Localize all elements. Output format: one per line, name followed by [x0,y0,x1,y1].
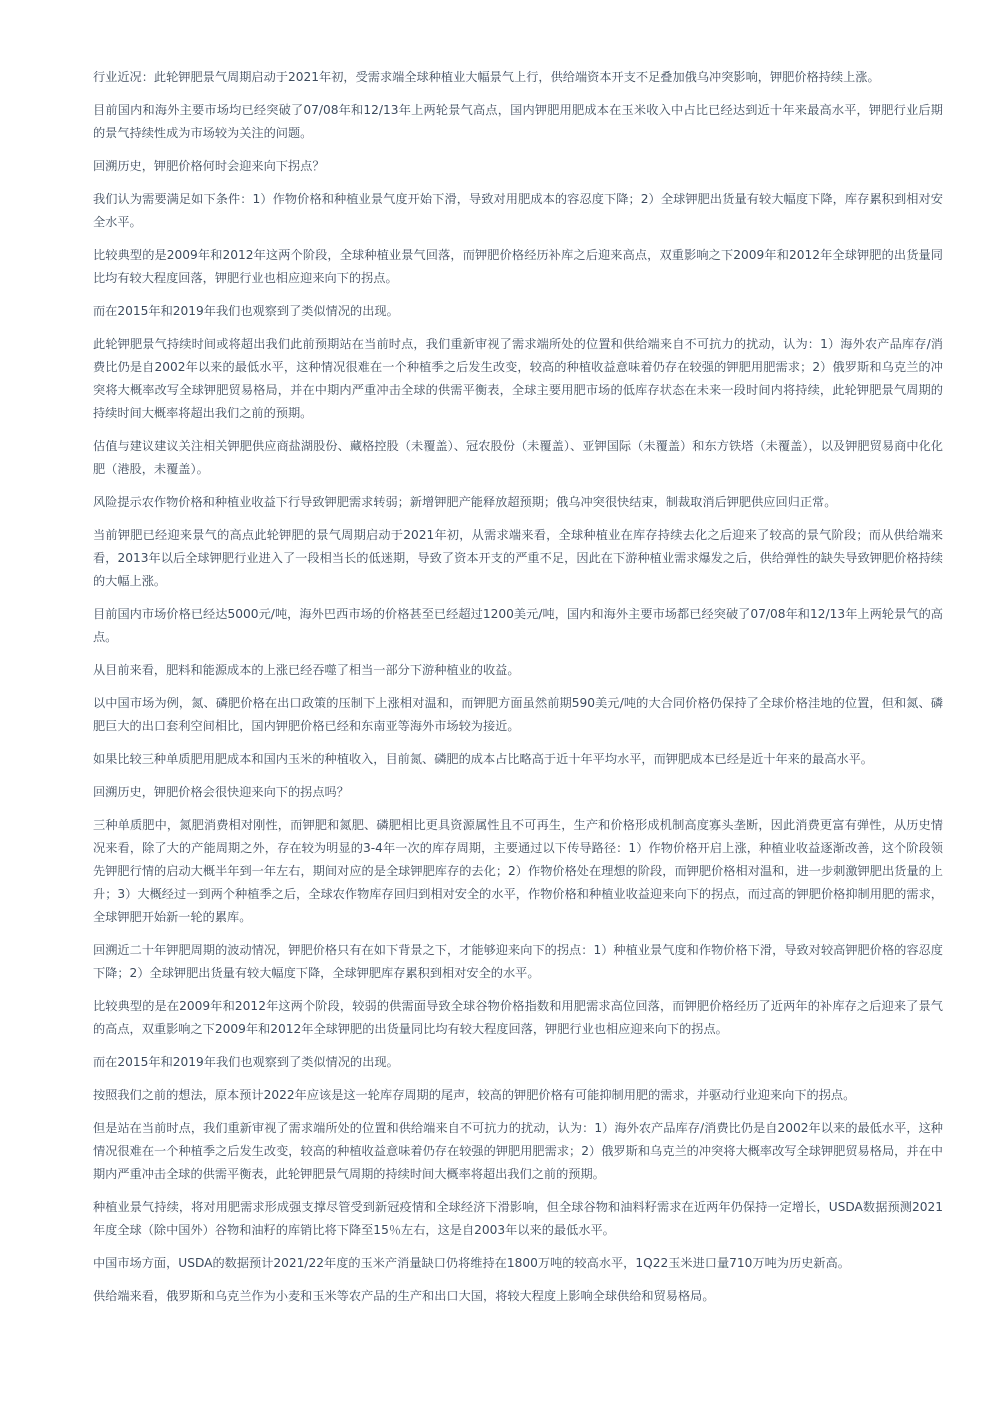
paragraph: 回溯历史，钾肥价格会很快迎来向下的拐点吗？ [93,785,349,799]
paragraph: 但是站在当前时点，我们重新审视了需求端所处的位置和供给端来自不可抗力的扰动，认为：1）海外农产品库存/消费比仍是自2002年以来的最低水平，这种情况很难在一个种植季之后发生改变，较高的种植收益意味着仍存在较强的钾肥用肥需求；2）俄罗斯和乌克兰的冲突将大概率改写全球钾肥贸易格局，并在中期内严重冲击全球的供需平衡表，此轮钾肥景气周期的持续时间大概率将超出我们之前的预期。 [93,1121,943,1181]
paragraph: 比较典型的是2009年和2012年这两个阶段，全球种植业景气回落，而钾肥价格经历补库之后迎来高点，双重影响之下2009年和2012年全球钾肥的出货量同比均有较大程度回落，钾肥行业也相应迎来向下的拐点。 [93,248,943,285]
paragraph: 此轮钾肥景气持续时间或将超出我们此前预期站在当前时点，我们重新审视了需求端所处的位置和供给端来自不可抗力的扰动，认为：1）海外农产品库存/消费比仍是自2002年以来的最低水平，这种情况很难在一个种植季之后发生改变，较高的种植收益意味着仍存在较强的钾肥用肥需求；2）俄罗斯和乌克兰的冲突将大概率改写全球钾肥贸易格局，并在中期内严重冲击全球的供需平衡表，全球主要用肥市场的低库存状态在未来一段时间内将持续，此轮钾肥景气周期的持续时间大概率将超出我们之前的预期。 [93,337,943,420]
paragraph: 行业近况：此轮钾肥景气周期启动于2021年初，受需求端全球种植业大幅景气上行，供给端资本开支不足叠加俄乌冲突影响，钾肥价格持续上涨。 [93,70,880,84]
paragraph: 以中国市场为例，氮、磷肥价格在出口政策的压制下上涨相对温和，而钾肥方面虽然前期590美元/吨的大合同价格仍保持了全球价格洼地的位置，但和氮、磷肥巨大的出口套利空间相比，国内钾肥价格已经和东南亚等海外市场较为接近。 [93,696,943,733]
paragraph: 回溯近二十年钾肥周期的波动情况，钾肥价格只有在如下背景之下，才能够迎来向下的拐点：1）种植业景气度和作物价格下滑，导致对较高钾肥价格的容忍度下降；2）全球钾肥出货量有较大幅度下降，全球钾肥库存累积到相对安全的水平。 [93,943,943,980]
article-body [93,66,943,1318]
paragraph: 如果比较三种单质肥用肥成本和国内玉米的种植收入，目前氮、磷肥的成本占比略高于近十年平均水平，而钾肥成本已经是近十年来的最高水平。 [93,752,873,766]
paragraph: 而在2015年和2019年我们也观察到了类似情况的出现。 [93,1055,399,1069]
paragraph: 目前国内市场价格已经达5000元/吨，海外巴西市场的价格甚至已经超过1200美元/吨，国内和海外主要市场都已经突破了07/08年和12/13年上两轮景气的高点。 [93,607,943,644]
paragraph: 而在2015年和2019年我们也观察到了类似情况的出现。 [93,304,399,318]
paragraph: 估值与建议建议关注相关钾肥供应商盐湖股份、藏格控股（未覆盖）、冠农股份（未覆盖）、亚钾国际（未覆盖）和东方铁塔（未覆盖），以及钾肥贸易商中化化肥（港股，未覆盖）。 [93,439,943,476]
paragraph: 比较典型的是在2009年和2012年这两个阶段，较弱的供需面导致全球谷物价格指数和用肥需求高位回落，而钾肥价格经历了近两年的补库存之后迎来了景气的高点，双重影响之下2009年和2012年全球钾肥的出货量同比均有较大程度回落，钾肥行业也相应迎来向下的拐点。 [93,999,943,1036]
paragraph: 当前钾肥已经迎来景气的高点此轮钾肥的景气周期启动于2021年初，从需求端来看，全球种植业在库存持续去化之后迎来了较高的景气阶段；而从供给端来看，2013年以后全球钾肥行业进入了一段相当长的低迷期，导致了资本开支的严重不足，因此在下游种植业需求爆发之后，供给弹性的缺失导致钾肥价格持续的大幅上涨。 [93,528,943,588]
paragraph: 种植业景气持续，将对用肥需求形成强支撑尽管受到新冠疫情和全球经济下滑影响，但全球谷物和油料籽需求在近两年仍保持一定增长，USDA数据预测2021年度全球（除中国外）谷物和油籽的库销比将下降至15％左右，这是自2003年以来的最低水平。 [93,1200,943,1237]
paragraph: 风险提示农作物价格和种植业收益下行导致钾肥需求转弱；新增钾肥产能释放超预期；俄乌冲突很快结束，制裁取消后钾肥供应回归正常。 [93,495,837,509]
paragraph: 从目前来看，肥料和能源成本的上涨已经吞噬了相当一部分下游种植业的收益。 [93,663,520,677]
paragraph: 按照我们之前的想法，原本预计2022年应该是这一轮库存周期的尾声，较高的钾肥价格有可能抑制用肥的需求，并驱动行业迎来向下的拐点。 [93,1088,856,1102]
paragraph: 供给端来看，俄罗斯和乌克兰作为小麦和玉米等农产品的生产和出口大国，将较大程度上影响全球供给和贸易格局。 [93,1289,715,1303]
paragraph: 回溯历史，钾肥价格何时会迎来向下拐点？ [93,159,325,173]
paragraph: 三种单质肥中，氮肥消费相对刚性，而钾肥和氮肥、磷肥相比更具资源属性且不可再生，生产和价格形成机制高度寡头垄断，因此消费更富有弹性，从历史情况来看，除了大的产能周期之外，存在较为明显的3-4年一次的库存周期，主要通过以下传导路径：1）作物价格开启上涨，种植业收益逐渐改善，这个阶段领先钾肥行情的启动大概半年到一年左右，期间对应的是全球钾肥库存的去化；2）作物价格处在理想的阶段，而钾肥价格相对温和，进一步刺激钾肥出货量的上升；3）大概经过一到两个种植季之后，全球农作物库存回归到相对安全的水平，作物价格和种植业收益迎来向下的拐点，而过高的钾肥价格抑制用肥的需求，全球钾肥开始新一轮的累库。 [93,818,943,924]
paragraph: 我们认为需要满足如下条件：1）作物价格和种植业景气度开始下滑，导致对用肥成本的容忍度下降；2）全球钾肥出货量有较大幅度下降，库存累积到相对安全水平。 [93,192,943,229]
paragraph: 目前国内和海外主要市场均已经突破了07/08年和12/13年上两轮景气高点，国内钾肥用肥成本在玉米收入中占比已经达到近十年来最高水平，钾肥行业后期的景气持续性成为市场较为关注的问题。 [93,103,943,140]
paragraph: 中国市场方面，USDA的数据预计2021/22年度的玉米产消量缺口仍将维持在1800万吨的较高水平，1Q22玉米进口量710万吨为历史新高。 [93,1256,850,1270]
